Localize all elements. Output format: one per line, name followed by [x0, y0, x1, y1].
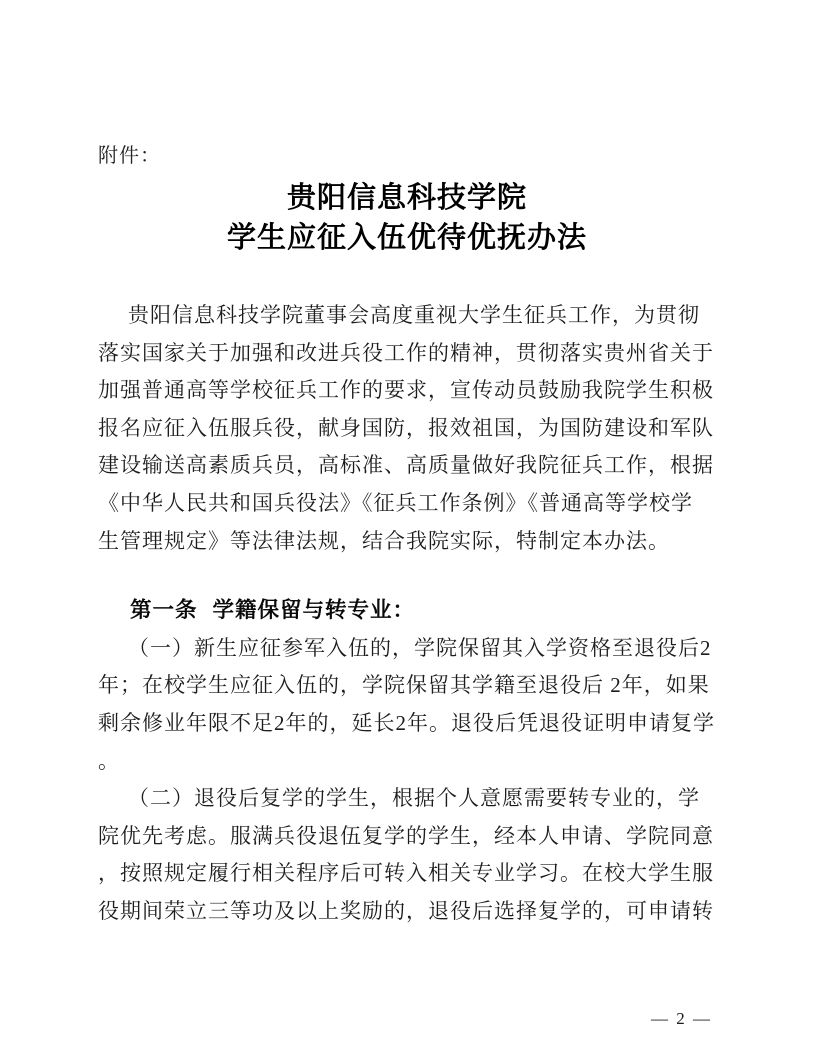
page-number: — 2 — [651, 1009, 712, 1028]
attachment-label: 附件： [98, 145, 161, 167]
document-title [98, 178, 716, 258]
intro-line-5: 建设输送高素质兵员，高标准、高质量做好我院征兵工作，根据 [98, 453, 714, 478]
article-1-item-2 [98, 780, 716, 930]
item-2-line-2: 院优先考虑。服满兵役退伍复学的学生，经本人申请、学院同意 [98, 823, 714, 848]
document-title-line1: 贵阳信息科技学院 [286, 182, 527, 214]
intro-line-6: 《中华人民共和国兵役法》《征兵工作条例》《普通高等学校学 [98, 490, 693, 515]
item-1-line-2: 年；在校学生应征入伍的，学院保留其学籍至退役后 2年，如果 [98, 673, 710, 698]
intro-paragraph [98, 297, 716, 560]
intro-line-1: 贵阳信息科技学院董事会高度重视大学生征兵工作，为贯彻 [128, 303, 700, 327]
article-1-heading [98, 592, 716, 630]
item-1-line-3: 剩余修业年限不足2年的，延长2年。退役后凭退役证明申请复学 [98, 710, 715, 735]
intro-line-2: 落实国家关于加强和改进兵役工作的精神，贯彻落实贵州省关于 [98, 340, 714, 365]
article-1-item-1 [98, 630, 716, 780]
item-1-line-4: 。 [98, 748, 120, 773]
item-2-line-1: （二）退役后复学的学生，根据个人意愿需要转专业的，学 [128, 786, 700, 811]
item-2-line-4: 役期间荣立三等功及以上奖励的，退役后选择复学的，可申请转 [98, 898, 714, 923]
article-1-number: 第一条 [130, 598, 198, 623]
intro-line-7: 生管理规定》等法律法规，结合我院实际，特制定本办法。 [98, 528, 670, 553]
article-1-title: 学籍保留与转专业： [212, 598, 416, 623]
item-1-line-1: （一）新生应征参军入伍的，学院保留其入学资格至退役后2 [128, 635, 712, 660]
item-2-line-3: ，按照规定履行相关程序后可转入相关专业学习。在校大学生服 [98, 861, 714, 886]
document-title-line2: 学生应征入伍优待优抚办法 [226, 222, 587, 254]
intro-line-3: 加强普通高等学校征兵工作的要求，宣传动员鼓励我院学生积极 [98, 378, 714, 403]
intro-line-4: 报名应征入伍服兵役，献身国防，报效祖国，为国防建设和军队 [98, 415, 714, 440]
